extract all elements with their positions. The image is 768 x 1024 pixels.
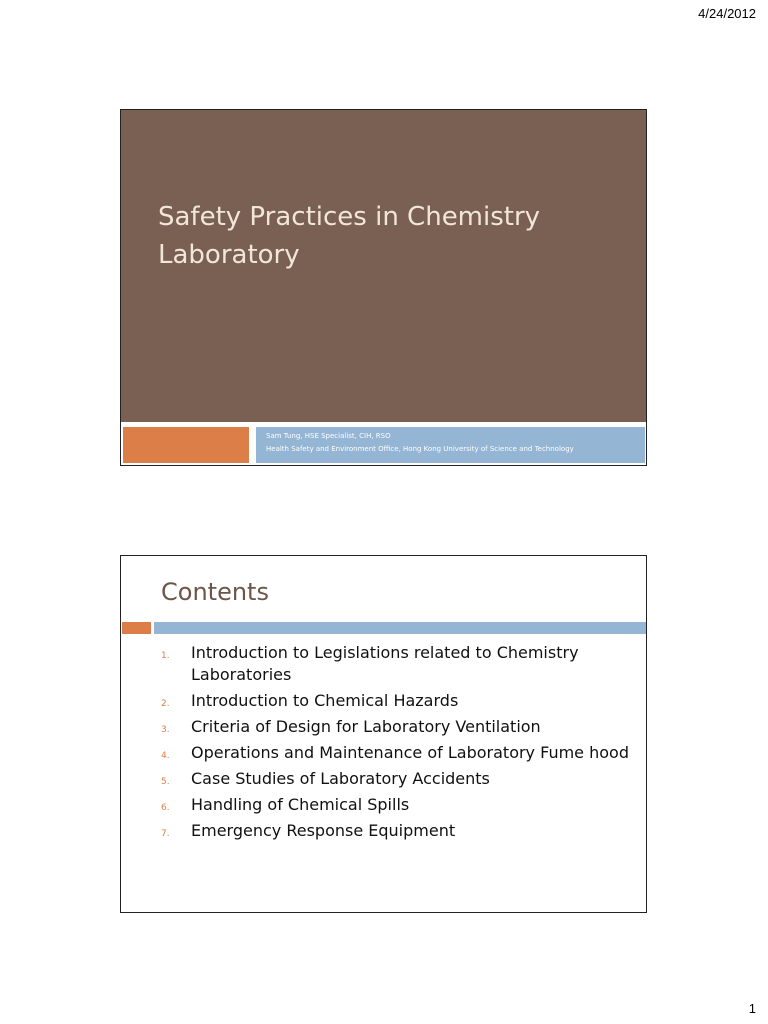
- orange-accent-bar: [122, 622, 151, 634]
- list-item-number: 3.: [161, 725, 170, 735]
- list-item-text: Case Studies of Laboratory Accidents: [191, 769, 490, 788]
- title-slide-banner: [121, 110, 646, 422]
- list-item: [161, 642, 631, 686]
- list-item-text: Emergency Response Equipment: [191, 821, 456, 840]
- page-date: 4/24/2012: [698, 6, 756, 21]
- list-item-number: 6.: [161, 803, 170, 813]
- list-item-text: Introduction to Chemical Hazards: [191, 691, 459, 710]
- list-item: [161, 716, 631, 738]
- list-item-number: 2.: [161, 699, 170, 709]
- author-affiliation: Health Safety and Environment Office, Hong Kong University of Science and Technology: [266, 445, 574, 453]
- contents-slide: [120, 555, 647, 913]
- list-item-number: 7.: [161, 829, 170, 839]
- list-item: [161, 742, 631, 764]
- blue-accent-bar: [154, 622, 646, 634]
- list-item: [161, 820, 631, 842]
- author-name: Sam Tung, HSE Specialist, CIH, RSO: [266, 432, 391, 440]
- slide-title: Safety Practices in Chemistry Laboratory: [158, 202, 541, 270]
- list-item: [161, 690, 631, 712]
- list-item: [161, 768, 631, 790]
- list-item-text: Introduction to Legislations related to Chemistry Laboratories: [191, 643, 579, 684]
- list-item-text: Handling of Chemical Spills: [191, 795, 410, 814]
- list-item: [161, 794, 631, 816]
- author-info-bar: [256, 427, 645, 463]
- orange-accent-block: [123, 427, 249, 463]
- list-item-number: 1.: [161, 651, 170, 661]
- title-slide: [120, 109, 647, 466]
- contents-list: [161, 642, 631, 846]
- page-number: 1: [748, 1001, 756, 1016]
- list-item-text: Criteria of Design for Laboratory Ventilation: [191, 717, 541, 736]
- contents-title: Contents: [161, 578, 269, 606]
- list-item-text: Operations and Maintenance of Laboratory Fume hood: [191, 743, 629, 762]
- list-item-number: 4.: [161, 751, 170, 761]
- list-item-number: 5.: [161, 777, 170, 787]
